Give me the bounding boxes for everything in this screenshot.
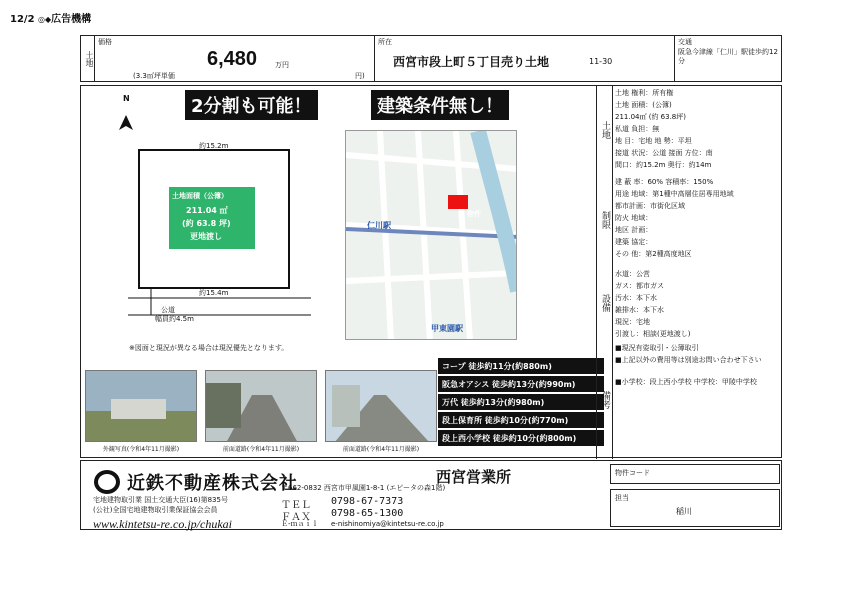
mail-label: Ｅ-ｍａｉｌ [281,520,319,528]
banner-right: 建築条件無し！ [371,90,509,120]
location-label: 所在 [378,38,392,46]
route-item: 万代 徒歩約13分(約980m) [438,394,604,410]
area: 211.04 ㎡ [186,206,228,215]
location-box [375,36,675,81]
traffic: 阪急今津線「仁川」駅徒歩約12分 [678,48,778,65]
staff-box [610,489,780,527]
website[interactable]: www.kintetsu-re.co.jp/chukai [93,517,232,531]
price-unit: 万円 [275,61,289,69]
north-mark: N [123,94,130,103]
staff-name: 稲川 [676,507,692,516]
company-name: 近鉄不動産株式会社 [127,473,298,494]
spec-row: その 他：第2種高度地区 [615,250,692,258]
spec-row: 引渡し：相談(更地渡し) [615,330,691,338]
tel-label: ＴＥＬ [281,500,311,511]
spec-remark: ■現況有姿取引・公簿取引 [615,344,699,352]
staff-label: 担当 [615,494,629,502]
route-item: 段上西小学校 徒歩約10分(約800m) [438,430,604,446]
code-box [610,464,780,484]
traffic-label: 交通 [678,38,692,46]
spec-row: 用途 地域：第1種中高層住居専用地域 [615,190,734,198]
spec-row: 地 目：宅地 地 勢：平坦 [615,137,692,145]
lot: 11-30 [589,57,613,66]
plot-note: ※図面と現況が異なる場合は現況優先となります。 [129,344,289,352]
spec-row: 雑排水：本下水 [615,306,664,314]
spec-remark: ■上記以外の費用等は別途お問い合わせ下さい [615,356,762,364]
top-dim: 約15.2m [199,142,229,150]
spec-row: 土地 権利：所有権 [615,89,674,97]
route-item: 阪急オアシス 徒歩約13分(約990m) [438,376,604,392]
spec-row: 211.04㎡ (約 63.8坪) [615,113,686,121]
spec-row: ガス：都市ガス [615,282,664,290]
spec-row: 地区 計画： [615,226,653,234]
map-graphic [346,131,517,340]
spec-section-restrict: 制限 [597,174,613,266]
price: 6,480 [207,48,258,70]
spec-row: 都市計画：市街化区域 [615,202,685,210]
status: 更地渡し [190,232,222,241]
spec-row: 私道 負担：無 [615,125,660,133]
route-item: 段上保育所 徒歩約10分(約770m) [438,412,604,428]
map-target: 物件 [467,210,481,218]
unit-note: (3.3㎡坪単価 [133,72,175,80]
spec-row: 建築 協定： [615,238,653,246]
traffic-box [675,36,783,81]
map-station: 仁川駅 [367,221,391,230]
spec-remark: ■小学校：段上西小学校 中学校：甲陵中学校 [615,378,757,386]
spec-row: 土地 面積：(公簿) [615,101,672,109]
fax-label: ＦＡＸ [281,512,311,523]
spec-panel [596,86,783,459]
mail[interactable]: e-nishinomiya@kintetsu-re.co.jp [331,520,444,528]
photo-caption: 外観写真(令和4年11月撮影) [102,446,180,453]
banner-left: 2分割も可能！ [185,90,318,120]
photo-road-1 [205,370,317,442]
office-name: 西宮営業所 [436,468,512,486]
map-kotoen: 甲東園駅 [431,324,463,333]
spec-row: 水道：公営 [615,270,650,278]
location-map [345,130,517,340]
license: 宅地建物取引業 国土交通大臣(16)第835号 [93,496,228,504]
spec-section-remarks: 備考 [597,340,613,459]
spec-row: 間口：約15.2m 奥行：約14m [615,161,712,169]
spec-section-facility: 設備 [597,266,613,340]
main-panel [80,85,782,458]
header-box [80,35,782,82]
road: 公道 [161,306,175,314]
company-logo-icon [94,470,120,494]
unit-close: 円) [355,72,365,80]
code-label: 物件コード [615,469,650,477]
route-item: コープ 徒歩約11分(約880m) [438,358,604,374]
photo-road-2 [325,370,437,442]
tsubo: (約 63.8 坪) [182,219,231,228]
address: 〒662-0832 西宮市甲風園1-8-1 (エビータの森1階) [281,484,446,492]
spec-row: 現況：宅地 [615,318,650,326]
spec-section-land: 土地 [597,86,613,174]
footer [80,460,782,530]
bottom-dim: 約15.4m [199,289,229,297]
header-side: 土地 [81,36,95,81]
photo-caption: 前面道路(令和4年11月撮影) [222,446,300,453]
spec-row: 防火 地域： [615,214,653,222]
area-label: 土地面積（公簿） [172,192,228,200]
top-header: 12/2 ◎◆広告機構 [10,14,92,25]
tel: 0798-67-7373 [331,496,404,507]
price-label: 価格 [98,38,112,46]
association: (公社)全国宅地建物取引業保証協会会員 [93,506,218,514]
photo-exterior [85,370,197,442]
spec-row: 建 蔽 率：60% 容積率：150% [615,178,714,186]
price-box [95,36,375,81]
road-width: 幅員約4.5m [155,315,194,323]
spec-row: 接道 状況：公道 接面 方位：南 [615,149,713,157]
photo-caption: 前面道路(令和4年11月撮影) [342,446,420,453]
spec-row: 汚水：本下水 [615,294,657,302]
fax: 0798-65-1300 [331,508,404,519]
location: 西宮市段上町５丁目売り土地 [393,55,550,69]
